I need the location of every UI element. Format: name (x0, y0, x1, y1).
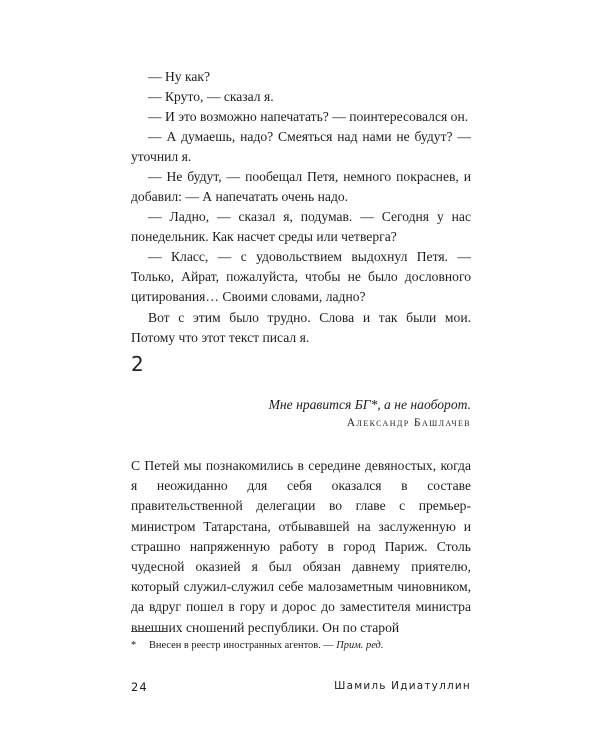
running-head-author: Шамиль Идиатуллин (334, 680, 471, 692)
dialogue-line-6: — Ладно, — сказал я, подумав. — Сегодня у нас понедельник. Как насчет среды или четверга? (131, 209, 471, 245)
chapter-number: 2 (131, 352, 144, 376)
dialogue-line-7: — Класс, — с удовольствием выдохнул Петя. — Только, Айрат, пожалуйста, чтобы не было дословного цитирования… Своими словами, ладно? (131, 249, 471, 305)
footnote-mark: * (131, 640, 137, 651)
epigraph-text: Мне нравится БГ*, а не наоборот. (268, 397, 471, 412)
footnote-text: Внесен в реестр иностранных агентов. — (149, 640, 337, 651)
dialogue-line-2: — Круто, — сказал я. (148, 89, 274, 104)
page-number: 24 (131, 680, 148, 694)
dialogue-line-8: Вот с этим было трудно. Слова и так были мои. Потому что этот текст писал я. (131, 310, 471, 346)
footnote-divider (131, 631, 167, 632)
epigraph-author: Александр Башлачев (346, 416, 471, 429)
footnote-editor-note: Прим. ред. (336, 640, 384, 651)
dialogue-line-5: — Не будут, — пообещал Петя, немного покраснев, и добавил: — А напечатать очень надо. (131, 169, 471, 205)
dialogue-line-1: — Ну как? (148, 69, 211, 84)
body-paragraph: С Петей мы познакомились в середине девяностых, когда я неожиданно для себя оказался в составе правительственной делегации во главе с премьер-министром Татарстана, отбывавшей на заслуженную и страшно напряженную работу в город Париж. Столь чудесной оказией я был обязан давнему приятелю, который служил-служил себе малозаметным чиновником, да вдруг пошел в гору и дорос до заместителя министра внешних сношений республики. Он по старой (131, 458, 471, 635)
dialogue-line-3: — И это возможно напечатать? — поинтересовался он. (148, 109, 469, 124)
footnote (131, 639, 383, 653)
dialogue-line-4: — А думаешь, надо? Смеяться над нами не будут? — уточнил я. (131, 129, 471, 165)
